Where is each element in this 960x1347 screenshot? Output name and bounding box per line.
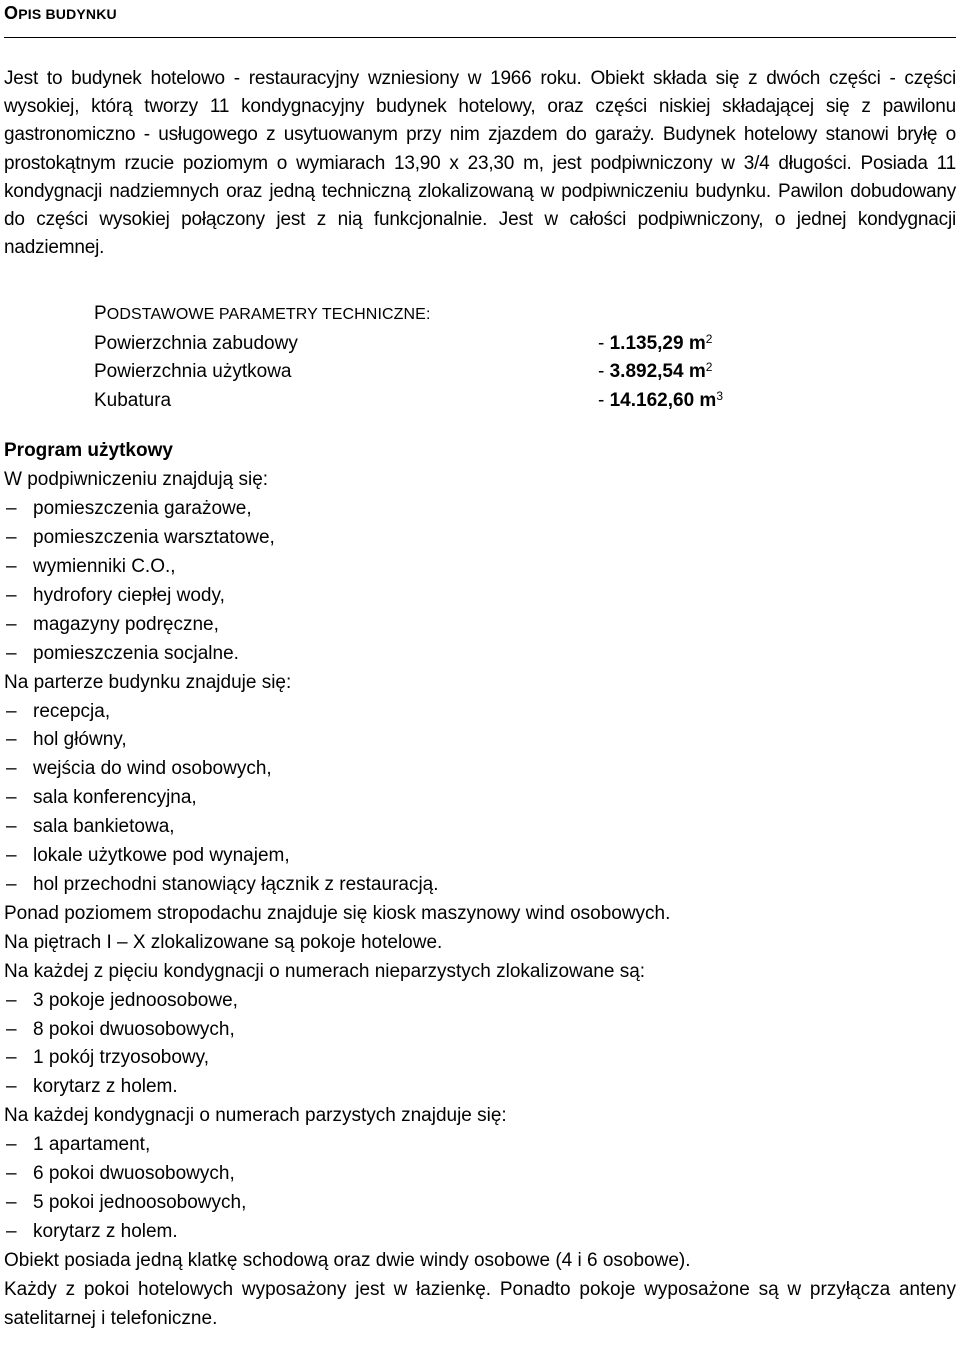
technical-parameters (94, 300, 956, 415)
list-item: – lokale użytkowe pod wynajem, (6, 845, 290, 867)
list-item: – 1 pokój trzyosobowy, (6, 1047, 210, 1069)
list-item: – magazyny podręczne, (6, 613, 219, 635)
section-header (4, 0, 956, 38)
header-initial: O (4, 3, 19, 23)
parameter-value: - 3.892,54 $m^2$ (598, 360, 713, 383)
closing-paragraph: Każdy z pokoi hotelowych wyposażony jest w łazienkę. Ponadto pokoje wyposażone są w przyłącza anteny satelitarnej i telefoniczne. (4, 1278, 956, 1329)
parameter-row-usable-area (94, 358, 956, 387)
list-item: – pomieszczenia warsztatowe, (6, 527, 275, 549)
parameter-row-built-area (94, 330, 956, 359)
list-item: – korytarz z holem. (6, 1076, 178, 1098)
list-item: – 3 pokoje jednoosobowe, (6, 989, 238, 1011)
list-item: – 1 apartament, (6, 1134, 151, 1156)
parameter-name: Powierzchnia użytkowa (94, 361, 292, 383)
ground-floor-list (4, 698, 956, 900)
ground-floor-intro: Na parterze budynku znajduje się: (4, 671, 292, 693)
parameter-name: Kubatura (94, 389, 172, 411)
list-item: – 5 pokoi jednoosobowych, (6, 1191, 247, 1213)
list-item: – pomieszczenia garażowe, (6, 498, 252, 520)
list-item: – recepcja, (6, 700, 111, 722)
stairs-line: Obiekt posiada jedną klatkę schodową oraz dwie windy osobowe (4 i 6 osobowe). (4, 1249, 691, 1271)
even-floors-list (4, 1131, 956, 1247)
parameter-value: - 1.135,29 $m^2$ (598, 331, 713, 354)
parameter-name: Powierzchnia zabudowy (94, 332, 298, 354)
parameter-value: - 14.162,60 $m^3$ (598, 388, 723, 411)
roof-line: Ponad poziomem stropodachu znajduje się kiosk maszynowy wind osobowych. (4, 902, 671, 924)
even-floors-intro: Na każdej kondygnacji o numerach parzystych znajduje się: (4, 1105, 507, 1127)
header-title: PIS BUDYNKU (18, 6, 117, 22)
list-item: – sala bankietowa, (6, 816, 175, 838)
program-title: Program użytkowy (4, 440, 173, 462)
list-item: – sala konferencyjna, (6, 787, 197, 809)
list-item: – pomieszczenia socjalne. (6, 642, 239, 664)
basement-list (4, 495, 956, 668)
list-item: – hydrofory ciepłej wody, (6, 584, 225, 606)
floors-line: Na piętrach I – X zlokalizowane są pokoje hotelowe. (4, 931, 443, 953)
list-item: – korytarz z holem. (6, 1220, 178, 1242)
intro-paragraph: Jest to budynek hotelowo - restauracyjny wzniesiony w 1966 roku. Obiekt składa się z dwóch części - części wysokiej, którą tworzy 11 kondygnacyjny budynek hotelowy, oraz części niskiej składającej się z pawilonu gastronomiczno - usługowego z usytuowanym przy nim zjazdem do garaży. Budynek hotelowy stanowi bryłę o prostokątnym rzucie poziomym o wymiarach 13,90 x 23,30 m, jest podpiwniczony w 3/4 długości. Posiada 11 kondygnacji nadziemnych oraz jedną techniczną zlokalizowaną w podpiwniczeniu budynku. Pawilon dobudowany do części wysokiej połączony jest z nią funkcjonalnie. Jest w całości podpiwniczony, o jednej kondygnacji nadziemnej. (4, 68, 956, 259)
usage-program (4, 437, 956, 1333)
list-item: – hol główny, (6, 729, 127, 751)
list-item: – 6 pokoi dwuosobowych, (6, 1163, 235, 1185)
odd-floors-list (4, 987, 956, 1103)
list-item: – wymienniki C.O., (6, 556, 176, 578)
odd-floors-intro: Na każdej z pięciu kondygnacji o numerach nieparzystych zlokalizowane są: (4, 960, 646, 982)
list-item: – wejścia do wind osobowych, (6, 758, 272, 780)
parameters-heading-text: ODSTAWOWE PARAMETRY TECHNICZNE: (106, 306, 431, 324)
basement-intro: W podpiwniczeniu znajdują się: (4, 469, 269, 491)
list-item: – hol przechodni stanowiący łącznik z restauracją. (6, 874, 439, 896)
parameters-heading (94, 300, 956, 330)
parameters-heading-initial: P (94, 303, 107, 325)
parameter-row-volume (94, 387, 956, 416)
list-item: – 8 pokoi dwuosobowych, (6, 1018, 235, 1040)
